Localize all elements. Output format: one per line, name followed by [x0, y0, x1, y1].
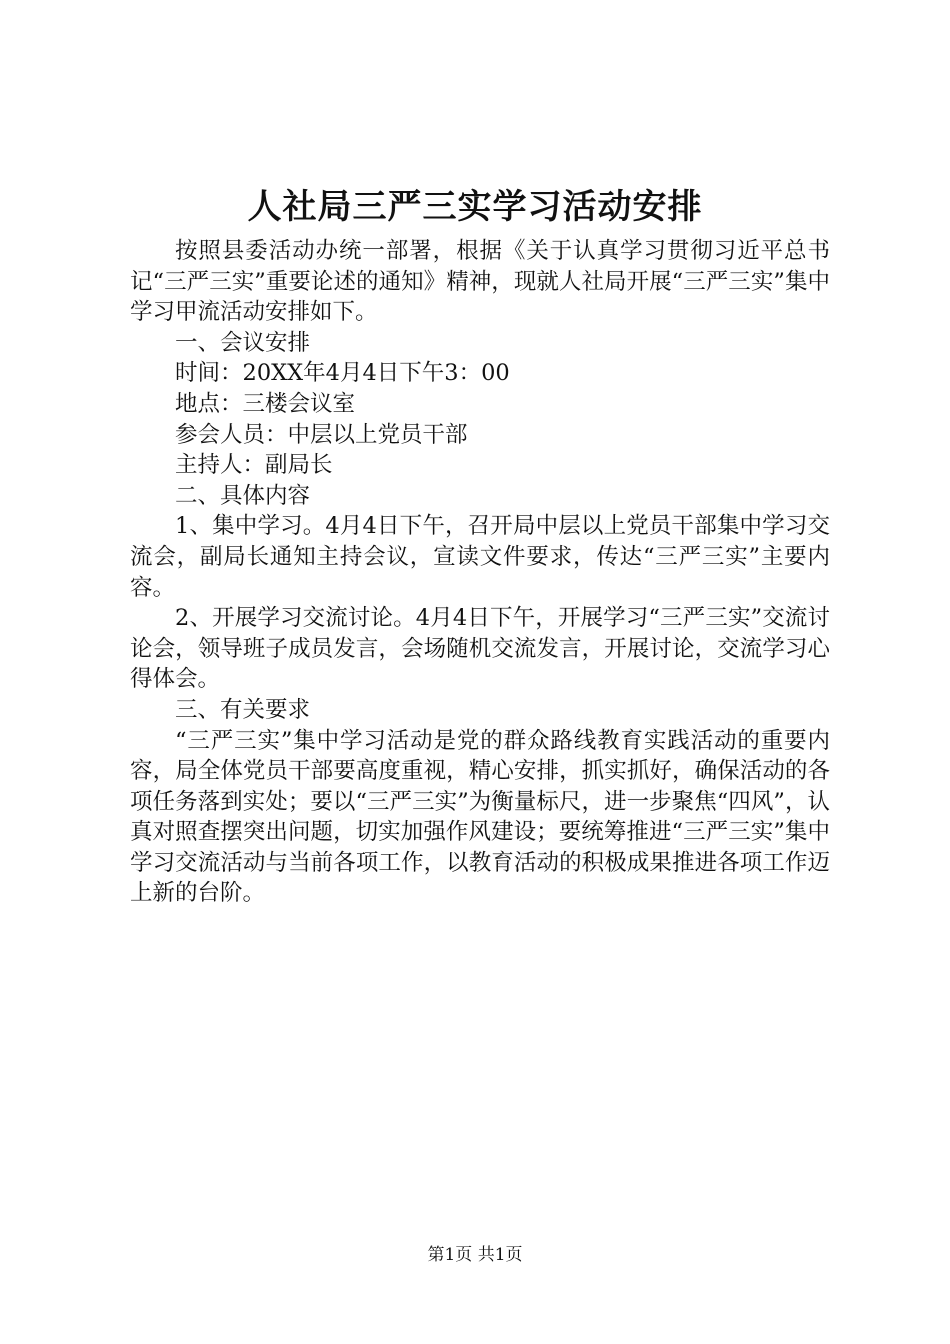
meeting-attendees: 参会人员：中层以上党员干部 — [175, 421, 468, 448]
intro-paragraph: 按照县委活动办统一部署，根据《关于认真学习贯彻习近平总书记“三严三实”重要论述的通知》精神，现就人社局开展“三严三实”集中学习甲流活动安排如下。 — [130, 238, 830, 326]
meeting-host: 主持人：副局长 — [175, 452, 333, 479]
page-footer: 第1页 共1页 — [427, 1245, 523, 1265]
content-item-2: 2、开展学习交流讨论。4月4日下午，开展学习“三严三实”交流讨论会，领导班子成员发言，会场随机交流发言，开展讨论，交流学习心得体会。 — [130, 605, 830, 693]
meeting-time: 时间：20XX年4月4日下午3：00 — [175, 360, 510, 387]
meeting-location: 地点：三楼会议室 — [175, 390, 356, 417]
requirements-paragraph: “三严三实”集中学习活动是党的群众路线教育实践活动的重要内容，局全体党员干部要高度重视，精心安排，抓实抓好，确保活动的各项任务落到实处；要以“三严三实”为衡量标尺，进一步聚焦“四风”，认真对照查摆突出问题，切实加强作风建设；要统筹推进“三严三实”集中学习交流活动与当前各项工作，以教育活动的积极成果推进各项工作迈上新的台阶。 — [130, 727, 830, 907]
document-body — [130, 236, 830, 909]
document-title: 人社局三严三实学习活动安排 — [247, 187, 703, 227]
section-heading-meeting: 一、会议安排 — [175, 329, 311, 356]
section-heading-requirements: 三、有关要求 — [175, 696, 311, 723]
section-heading-content: 二、具体内容 — [175, 482, 311, 509]
content-item-1: 1、集中学习。4月4日下午，召开局中层以上党员干部集中学习交流会，副局长通知主持会议，宣读文件要求，传达“三严三实”主要内容。 — [130, 513, 830, 601]
